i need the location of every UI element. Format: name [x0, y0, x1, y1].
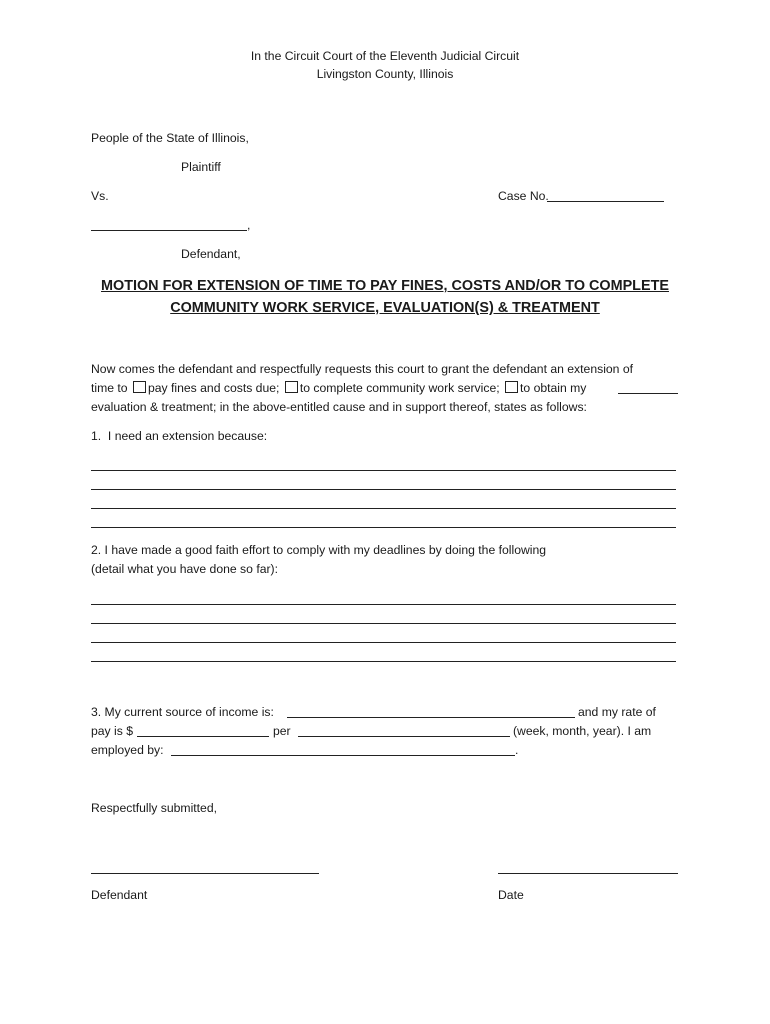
effort-line[interactable] [91, 661, 676, 662]
option-pay-fines: pay fines and costs due; [147, 381, 280, 395]
people-label: People of the State of Illinois, [91, 131, 249, 145]
defendant-name-line[interactable] [91, 230, 247, 231]
defendant-signature-label: Defendant [91, 888, 148, 902]
reason-line[interactable] [91, 527, 676, 528]
defendant-signature-line[interactable] [91, 873, 319, 874]
employer-period: . [515, 743, 519, 757]
reason-line[interactable] [91, 489, 676, 490]
intro-line1: Now comes the defendant and respectfully requests this court to grant the defendant an extension of [91, 362, 634, 376]
intro-line3: evaluation & treatment; in the above-entitled cause and in support thereof, states as follows: [91, 400, 587, 414]
pay-period-line[interactable] [298, 736, 510, 737]
respectfully-submitted: Respectfully submitted, [91, 801, 217, 815]
reason-line[interactable] [91, 470, 676, 471]
intro-line2 [91, 380, 586, 396]
item2-line1: 2. I have made a good faith effort to comply with my deadlines by doing the following [91, 543, 547, 557]
checkbox-pay-fines[interactable] [133, 381, 146, 393]
defendant-name-comma: , [247, 218, 251, 232]
motion-title-line2: COMMUNITY WORK SERVICE, EVALUATION(S) & TREATMENT [170, 300, 600, 316]
case-number-label: Case No. [498, 189, 549, 203]
income-source-label: 3. My current source of income is: [91, 705, 274, 719]
option-evaluation: to obtain my [520, 381, 587, 395]
vs-label: Vs. [91, 189, 109, 203]
plaintiff-label: Plaintiff [181, 160, 221, 174]
evaluation-type-line[interactable] [618, 393, 678, 394]
per-label: per [273, 724, 291, 738]
checkbox-community-service[interactable] [285, 381, 298, 393]
effort-line[interactable] [91, 604, 676, 605]
period-label: (week, month, year). I am [513, 724, 652, 738]
item2-line2: (detail what you have done so far): [91, 562, 278, 576]
defendant-label: Defendant, [181, 247, 241, 261]
pay-amount-line[interactable] [137, 736, 269, 737]
reason-line[interactable] [91, 508, 676, 509]
county-heading: Livingston County, Illinois [316, 67, 454, 81]
effort-line[interactable] [91, 642, 676, 643]
motion-title-line1: MOTION FOR EXTENSION OF TIME TO PAY FINES, COSTS AND/OR TO COMPLETE [101, 278, 669, 294]
case-number-line[interactable] [547, 201, 664, 202]
income-source-line[interactable] [287, 717, 575, 718]
option-community-service: to complete community work service; [299, 381, 500, 395]
checkbox-evaluation[interactable] [505, 381, 518, 393]
employed-label: employed by: [91, 743, 164, 757]
court-heading: In the Circuit Court of the Eleventh Judicial Circuit [250, 49, 520, 63]
date-signature-line[interactable] [498, 873, 678, 874]
rate-label: and my rate of [578, 705, 656, 719]
employer-line[interactable] [171, 755, 515, 756]
time-to-text: time to [91, 381, 128, 395]
effort-line[interactable] [91, 623, 676, 624]
date-signature-label: Date [498, 888, 524, 902]
pay-label: pay is $ [91, 724, 134, 738]
item1-label: 1. I need an extension because: [91, 429, 268, 443]
